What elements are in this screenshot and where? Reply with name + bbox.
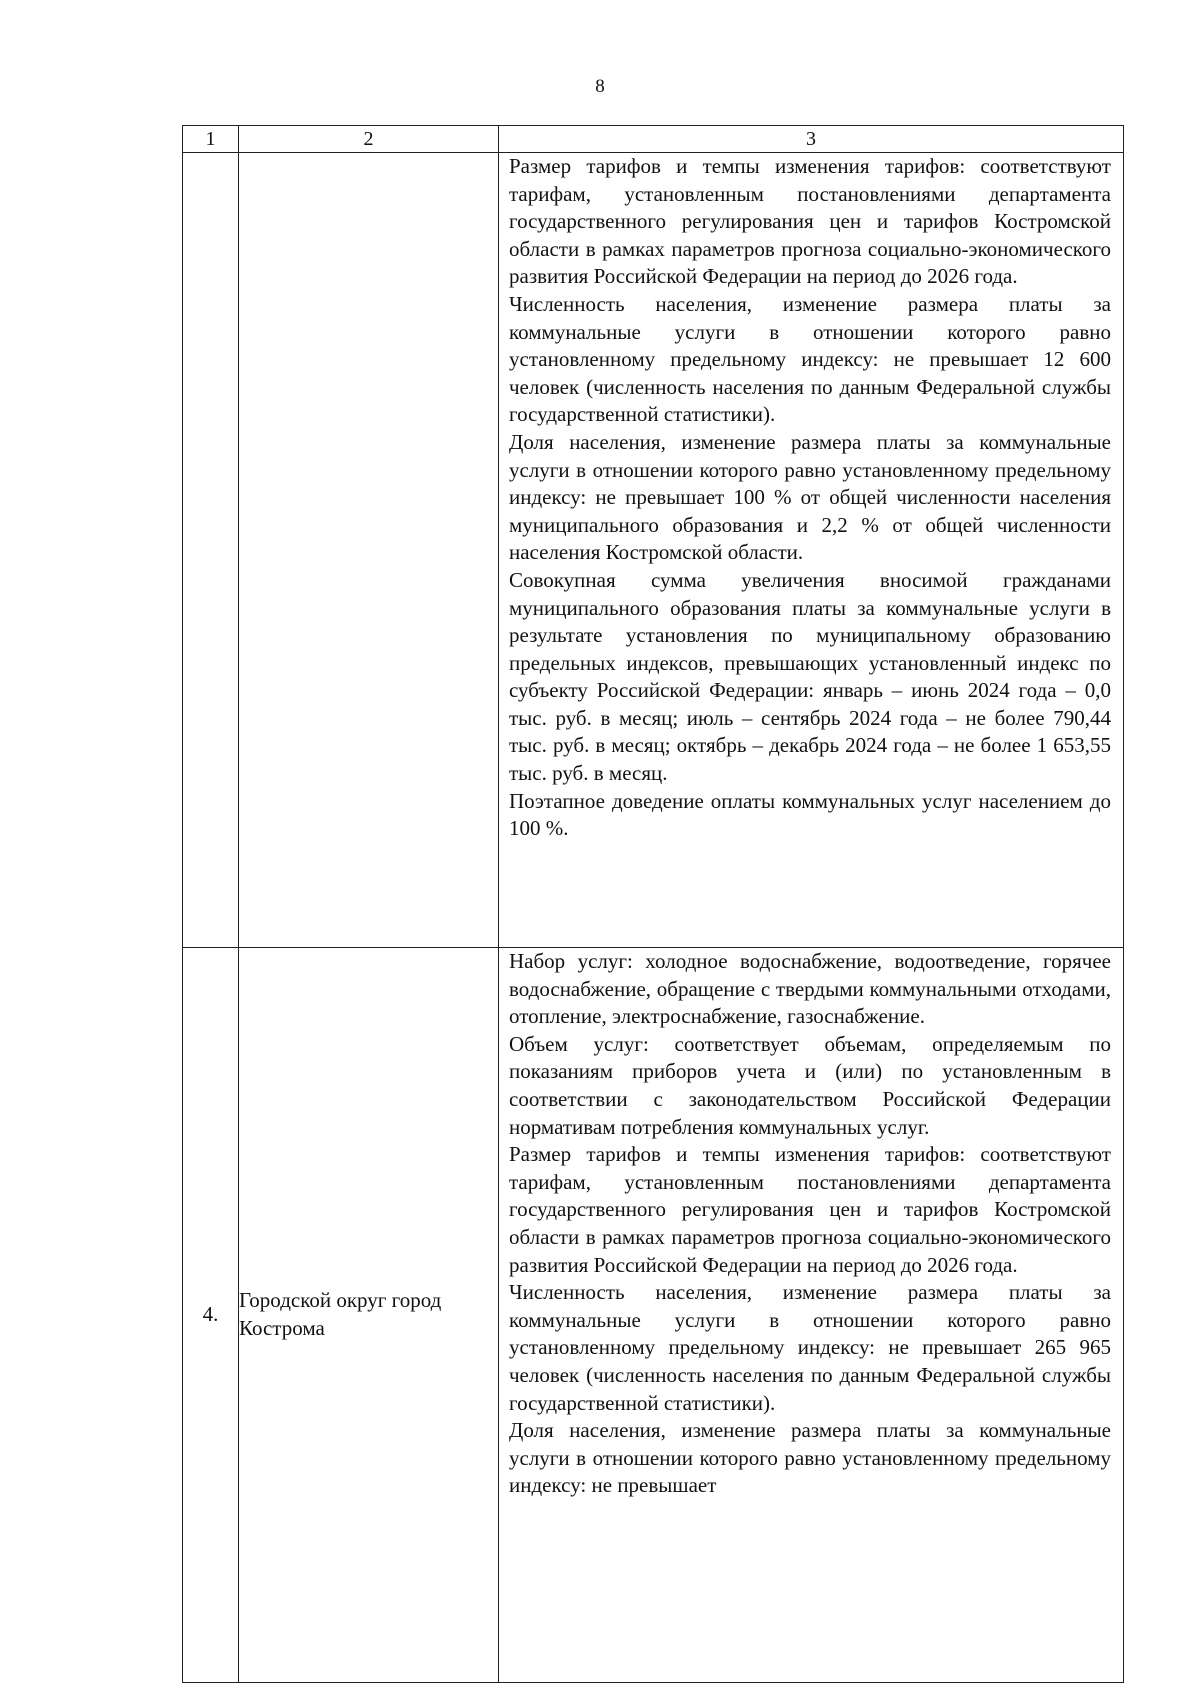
table-row [183,153,1124,948]
header-col-2: 2 [239,126,499,153]
paragraph: Доля населения, изменение размера платы за коммунальные услуги в отношении которого равно установленному предельному индексу: не превышает [509,1418,1111,1498]
paragraph: Численность населения, изменение размера платы за коммунальные услуги в отношении которого равно установленному предельному индексу: не превышает 12 600 человек (численность населения по данным Федеральной службы государственной статистики). [509,291,1111,427]
table-header-row [183,126,1124,153]
paragraph: Объем услуг: соответствует объемам, определяемым по показаниям приборов учета и (или) по установленным в соответствии с законодательством Российской Федерации нормативам потребления коммунальных услуг. [509,1031,1111,1139]
paragraph: Размер тарифов и темпы изменения тарифов: соответствуют тарифам, установленным постановлениями департамента государственного регулирования цен и тарифов Костромской области в рамках параметров прогноза социально-экономического развития Российской Федерации на период до 2026 года. [509,154,1111,289]
paragraph: Численность населения, изменение размера платы за коммунальные услуги в отношении которого равно установленному предельному индексу: не превышает 265 965 человек (численность населения по данным Федеральной службы государственной статистики). [509,1280,1111,1415]
paragraph: Размер тарифов и темпы изменения тарифов: соответствуют тарифам, установленным постановлениями департамента государственного регулирования цен и тарифов Костромской области в рамках параметров прогноза социально-экономического развития Российской Федерации на период до 2026 года. [509,1142,1111,1277]
paragraph: Совокупная сумма увеличения вносимой гражданами муниципального образования платы за коммунальные услуги в результате установления по муниципальному образованию предельных индексов, превышающих установленный индекс по субъекту Российской Федерации: январь – июнь 2024 года – 0,0 тыс. руб. в месяц; июль – сентябрь 2024 года – не более 790,44 тыс. руб. в месяц; октябрь – декабрь 2024 года – не более 1 653,55 тыс. руб. в месяц. [509,567,1111,786]
municipality-name: Городской округ город Кострома [239,948,499,1683]
table-row [183,948,1124,1683]
paragraph: Набор услуг: холодное водоснабжение, водоотведение, горячее водоснабжение, обращение с твердыми коммунальными отходами, отопление, электроснабжение, газоснабжение. [509,949,1111,1029]
paragraph: Поэтапное доведение оплаты коммунальных услуг населением до 100 %. [509,788,1111,841]
page-number: 8 [595,76,605,97]
municipality-name [239,153,499,948]
row-number [183,153,239,948]
row-number: 4. [183,948,239,1683]
paragraph: Доля населения, изменение размера платы за коммунальные услуги в отношении которого равно установленному предельному индексу: не превышает 100 % от общей численности населения муниципального образования и 2,2 % от общей численности населения Костромской области. [509,429,1111,565]
header-col-3: 3 [499,126,1124,153]
description-cell [499,153,1124,948]
description-cell [499,948,1124,1683]
header-col-1: 1 [183,126,239,153]
main-table [182,125,1124,1683]
